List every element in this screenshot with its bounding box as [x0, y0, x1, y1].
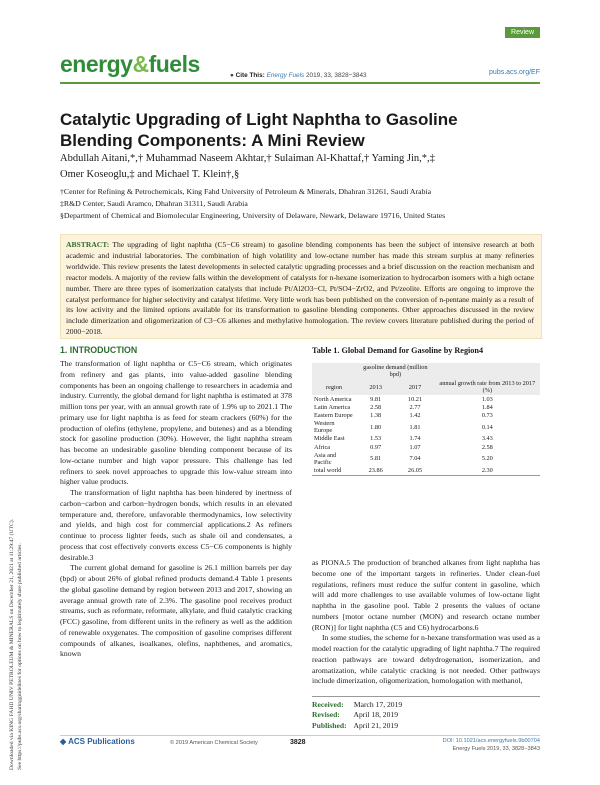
section-heading-introduction: 1. INTRODUCTION: [60, 345, 138, 355]
table-cell-growth: 1.03: [481, 395, 493, 403]
doi-block: [443, 737, 540, 753]
header-divider: [60, 82, 540, 84]
intro-paragraph-3: The current global demand for gasoline is 26.1 million barrels per day (bpd) or about 26% of global refined products demand.4 Table 1 presents the global gasoline demand by region between 2013 and 2017, showing an average annual growth rate of 2.3%. The gasoline pool receives product streams, such as reformate, reformate, alkylate, and fluid catalytic cracking (FCC) gasoline, from different units in the refinery as well as the addition of renewable oxygenates. The composition of gasoline comprises different compounds of alkanes, isoalkanes, olefins, naphthenes, and aromatics, known: [60, 563, 292, 659]
table-cell-y2017: 10.21: [407, 395, 423, 403]
intro-paragraph-2: The transformation of light naphtha has been hindered by inertness of carbon−carbon and carbon−hydrogen bonds, which results in an elevated temperature and, therefore, unfavorable thermodynamics, low selectivity and yields, and high cost for commercial applications.2 As refiners continue to process lighter feeds, such as shale oil and condensates, a process that cost effectively converts excess C5−C6 components is highly desirable.3: [60, 488, 292, 562]
publisher-name: ACS Publications: [68, 737, 135, 746]
table-cell-y2013: 0.97: [370, 443, 382, 451]
table-row: [312, 411, 540, 419]
table-cell-y2013: 1.53: [370, 435, 382, 443]
table-group-header: gasoline demand (million bpd): [356, 363, 435, 379]
acs-publications-logo: [60, 737, 135, 746]
table-cell-y2013: 9.81: [370, 395, 382, 403]
table-row: [312, 403, 540, 411]
download-notice-line2: See https://pubs.acs.org/sharingguidelines for options on how to legitimately share published articles.: [17, 543, 23, 770]
logo-word-fuels: fuels: [148, 51, 200, 77]
published-date: April 21, 2019: [353, 720, 398, 730]
journal-logo: [60, 51, 200, 78]
table-1-title: Table 1. Global Demand for Gasoline by Region4: [312, 346, 484, 355]
revised-label: Revised:: [312, 710, 340, 720]
table-cell-y2017: 26.05: [395, 466, 434, 475]
table-cell-y2017: 7.04: [409, 455, 421, 463]
table-cell-y2017: 1.74: [409, 435, 421, 443]
table-row: [312, 443, 540, 451]
table-cell-region: Latin America: [314, 403, 351, 411]
received-date: March 17, 2019: [353, 700, 403, 709]
cite-this[interactable]: [230, 72, 367, 79]
table-cell-region: Eastern Europe: [314, 411, 353, 419]
right-paragraph-1: as PIONA.5 The production of branched alkanes from light naphtha has become one of the important targets in refineries. Under clean-fuel regulations, refiners must reduce the sulfur content in gasoline, which will add more challenges to use available volumes of low-octane light naphtha in the gasoline pool. Table 2 presents the values of octane numbers [motor octane number (MON) and research octane number (RON)] for light naphtha (C5 and C6) hydrocarbons.6: [312, 558, 540, 632]
table-cell-y2017: 2.77: [409, 403, 421, 411]
acs-logo-icon: ◆: [60, 737, 67, 746]
doi-link[interactable]: DOI: 10.1021/acs.energyfuels.9b00704: [442, 738, 540, 744]
article-title: Catalytic Upgrading of Light Naphtha to Gasoline Blending Components: A Mini Review: [60, 110, 458, 150]
download-notice-line1: Downloaded via KING FAHD UNIV PETROLEUM & MINERALS on December 21, 2021 at 11:29:47 (UTC).: [9, 519, 15, 770]
table-cell-region: Asia and Pacific: [314, 451, 337, 466]
table-cell-growth: 2.58: [481, 443, 493, 451]
revised-date: April 18, 2019: [353, 710, 398, 720]
cite-icon: ●: [230, 72, 234, 79]
table-cell-region: Western Europe: [314, 420, 335, 435]
table-cell-growth: 0.73: [481, 411, 493, 419]
cite-volume: 2019, 33, 3828−3843: [306, 72, 367, 79]
author-list: [60, 151, 540, 183]
intro-paragraph-1: The transformation of light naphtha or C5−C6 stream, which originates from refinery and gas plants, into value-added gasoline blending components has been an ongoing challenge to researchers in academia and industry. Currently, the global demand for light naphtha is estimated at 378 million tons per year, with an annual growth rate of 1.9% up to 2021.1 The primary use for light naphtha is as feed for steam crackers (60%) for the production of olefins (ethylene, propylene, and butenes) and as a blending stock for gasoline production (30%). However, the light naphtha stream has become an undesirable gasoline blending component because of its low-octane number and high vapor pressure. This challenge has led refiners to seek novel approaches to upgrade this low-value stream into higher value products.: [60, 359, 292, 487]
table-row: [312, 435, 540, 443]
left-column-text: [60, 359, 292, 660]
right-column-text: [312, 558, 540, 687]
copyright: © 2019 American Chemical Society: [170, 740, 258, 746]
authors-line-1: Abdullah Aitani,*,† Muhammad Naseem Akhtar,† Sulaiman Al-Khattaf,† Yaming Jin,*,‡: [60, 153, 435, 164]
download-notice: [4, 180, 28, 770]
affiliation-1: †Center for Refining & Petrochemicals, King Fahd University of Petroleum & Minerals, Dhahran 31261, Saudi Arabia: [60, 187, 432, 196]
affiliation-2: ‡R&D Center, Saudi Aramco, Dhahran 31311, Saudi Arabia: [60, 199, 248, 208]
footer-citation: Energy Fuels 2019, 33, 3828−3843: [452, 746, 540, 752]
table-row: [312, 466, 540, 475]
table-row: [312, 420, 540, 435]
logo-ampersand: &: [132, 51, 149, 77]
table-cell-growth: 0.14: [481, 423, 493, 431]
table-cell-y2013: 2.58: [370, 403, 382, 411]
table-cell-y2013: 23.86: [356, 466, 395, 475]
table-col-2017: 2017: [395, 379, 434, 395]
footer-divider: [60, 735, 540, 736]
abstract-label: ABSTRACT:: [66, 240, 110, 249]
published-row: [312, 721, 540, 731]
table-cell-y2013: 1.38: [370, 411, 382, 419]
abstract-body: The upgrading of light naphtha (C5−C6 stream) to gasoline blending components has been the subject of intensive research at both academic and industrial laboratories. The combination of high volatility and low-octane number has made this stream surplus at many refineries worldwide. This review presents the latest developments in selected catalytic upgrading processes and a brief discussion on the reaction mechanism and reactor models. A majority of the review falls within the development of catalysts for n-hexane isomerization to hydrocarbon isomers with a high octane number. There are three types of isomerization catalysts that include Pt/Al2O3−Cl, Pt/SO4−ZrO2, and Pt/zeolite. Efforts are ongoing to improve the catalyst performance for higher selectivity and catalyst lifetime. Very little work has been published on the conversion of n-pentane mainly as a result of its low activity and the limited options available for its transformation to gasoline blending components. Other approaches discussed in the review include dimerization and oligomerization of C3−C6 alkenes and methylative homologation. The review covers literature published during the period of 2000−2018.: [66, 240, 534, 337]
table-cell-growth: 2.30: [435, 466, 540, 475]
table-col-growth: annual growth rate from 2013 to 2017 (%): [435, 379, 540, 395]
affiliation-3: §Department of Chemical and Biomolecular Engineering, University of Delaware, Newark, Delaware 19716, United States: [60, 211, 446, 220]
received-row: [312, 700, 540, 710]
logo-word-energy: energy: [60, 51, 133, 77]
published-label: Published:: [312, 720, 347, 730]
page-number: 3828: [290, 739, 306, 746]
journal-url-link[interactable]: pubs.acs.org/EF: [489, 69, 540, 76]
table-cell-y2017: 1.81: [409, 423, 421, 431]
table-cell-growth: 5.20: [481, 455, 493, 463]
table-cell-region: Middle East: [314, 435, 345, 443]
table-col-2013: 2013: [356, 379, 395, 395]
table-row: [312, 395, 540, 403]
table-body: [312, 395, 540, 475]
review-badge: Review: [505, 27, 540, 38]
right-paragraph-2: In some studies, the scheme for n-hexane transformation was used as a model reaction for the catalytic upgrading of light naphtha.7 The required reaction pathways are toward dehydrogenation, isomerization, and aromatization, while catalytic cracking is not needed. Other pathways include dimerization, oligomerization, homologation with methanol,: [312, 633, 540, 686]
publication-dates: [312, 696, 540, 731]
revised-row: [312, 710, 540, 720]
table-cell-growth: 3.43: [481, 435, 493, 443]
table-cell-y2013: 1.80: [370, 423, 382, 431]
gasoline-demand-table: [312, 363, 540, 476]
cite-journal: Energy Fuels: [266, 72, 305, 79]
table-row: [312, 451, 540, 466]
table-cell-region: Africa: [314, 443, 331, 451]
table-cell-region: total world: [312, 466, 356, 475]
authors-line-2: Omer Koseoglu,‡ and Michael T. Klein†,§: [60, 169, 240, 180]
table-cell-y2013: 5.81: [370, 455, 382, 463]
table-cell-growth: 1.84: [481, 403, 493, 411]
download-notice-text: [8, 370, 24, 770]
table-cell-y2017: 1.07: [409, 443, 421, 451]
table-cell-region: North America: [314, 395, 352, 403]
received-label: Received:: [312, 700, 344, 709]
cite-label: Cite This:: [235, 72, 265, 79]
table-cell-y2017: 1.42: [409, 411, 421, 419]
abstract: [66, 240, 534, 338]
table-col-region: region: [312, 379, 356, 395]
